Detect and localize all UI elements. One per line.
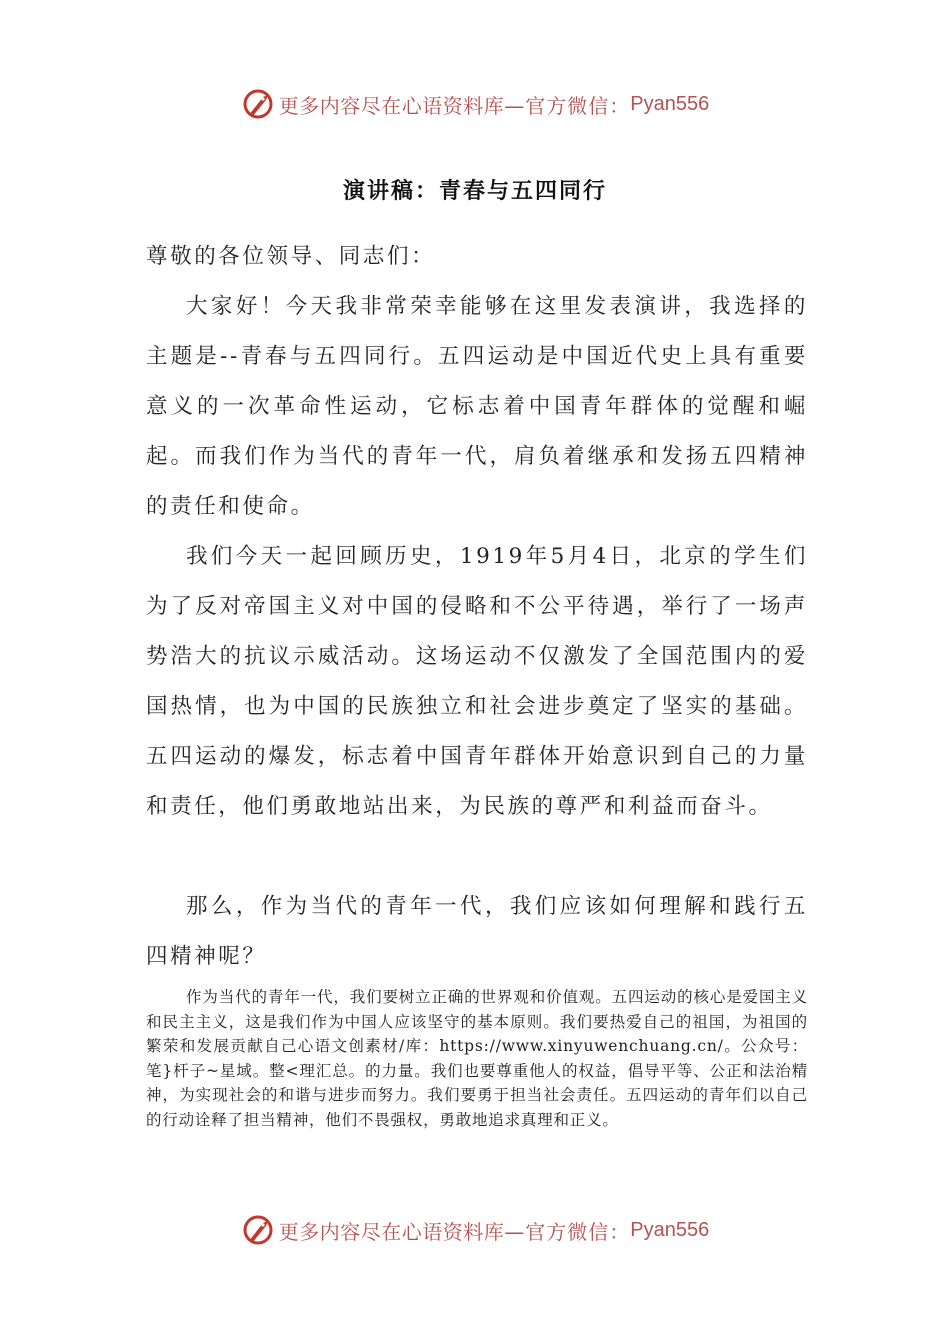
wechat-label: —官方微信： (504, 1219, 631, 1244)
site-name-text: 更多内容尽在心语资料库 (278, 1219, 505, 1244)
header-banner (0, 82, 950, 126)
footer-banner (0, 1208, 950, 1252)
paragraph-1: 大家好！今天我非常荣幸能够在这里发表演讲，我选择的主题是--青春与五四同行。五四运动是中国近代史上具有重要意义的一次革命性运动，它标志着中国青年群体的觉醒和崛起。而我们作为当代的青年一代，肩负着继承和发扬五四精神的责任和使命。 (146, 294, 808, 519)
pen-nib-logo-icon (241, 1213, 275, 1247)
wechat-id: Pyan556 (630, 92, 710, 115)
wechat-label: —官方微信： (504, 93, 631, 118)
page-title: 演讲稿：青春与五四同行 (342, 178, 607, 204)
site-name-text: 更多内容尽在心语资料库 (278, 93, 505, 118)
paragraph-4-small: 作为当代的青年一代，我们要树立正确的世界观和价值观。五四运动的核心是爱国主义和民主主义，这是我们作为中国人应该坚守的基本原则。我们要热爱自己的祖国，为祖国的繁荣和发展贡献自己心语文创素材/库：https://www.xinyuwenchuang.cn/。公众号：笔}杆子~星域。整<理汇总。的力量。我们也要尊重他人的权益，倡导平等、公正和法治精神，为实现社会的和谐与进步而努力。我们要勇于担当社会责任。五四运动的青年们以自己的行动诠释了担当精神，他们不畏强权，勇敢地追求真理和正义。 (146, 988, 808, 1129)
wechat-id: Pyan556 (630, 1218, 710, 1241)
paragraph-2: 我们今天一起回顾历史，1919年5月4日，北京的学生们为了反对帝国主义对中国的侵略和不公平待遇，举行了一场声势浩大的抗议示威活动。这场运动不仅激发了全国范围内的爱国热情，也为中国的民族独立和社会进步奠定了坚实的基础。五四运动的爆发，标志着中国青年群体开始意识到自己的力量和责任，他们勇敢地站出来，为民族的尊严和利益而奋斗。 (146, 544, 808, 819)
paragraph-3: 那么，作为当代的青年一代，我们应该如何理解和践行五四精神呢？ (146, 894, 808, 969)
salutation: 尊敬的各位领导、同志们： (146, 244, 436, 269)
pen-nib-logo-icon (241, 87, 275, 121)
